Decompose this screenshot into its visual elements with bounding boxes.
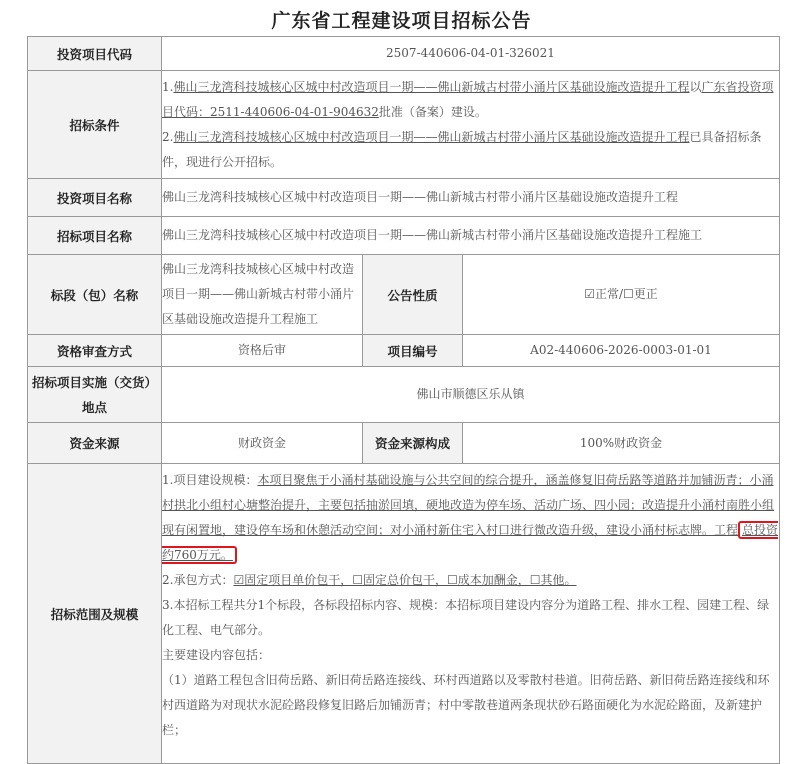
- cond1-tail: 批准（备案）建设。: [378, 104, 487, 119]
- row-section: [28, 255, 780, 335]
- scope-item-1: [162, 468, 779, 568]
- page-title: 广东省工程建设项目招标公告: [271, 10, 532, 32]
- section-value: 佛山三龙湾科技城核心区城中村改造项目一期——佛山新城古村带小涌片区基础设施改造提升工程施工: [162, 255, 363, 335]
- row-bid-name: [28, 217, 780, 255]
- scope-item-2: [162, 568, 779, 593]
- fund-comp-label: 资金来源构成: [363, 423, 463, 464]
- conditions-label: 招标条件: [28, 71, 162, 179]
- row-invest-name: [28, 179, 780, 217]
- total-investment-highlight: 总投资约760万元。: [162, 523, 779, 562]
- invest-name-label: 投资项目名称: [28, 179, 162, 217]
- scope-main-heading: 主要建设内容包括：: [162, 648, 271, 662]
- cond2-tail: 已具备招标条件，现进行公开招标。: [162, 129, 762, 169]
- location-value: 佛山市顺德区乐从镇: [162, 367, 780, 423]
- bid-name-label: 招标项目名称: [28, 217, 162, 255]
- row-scope: [28, 464, 780, 764]
- cond1-project: 佛山三龙湾科技城核心区城中村改造项目一期——佛山新城古村带小涌片区基础设施改造提升工程: [173, 79, 690, 94]
- row-location: [28, 367, 780, 423]
- scope-2-prefix: 2.承包方式：: [162, 573, 234, 587]
- row-invest-code: [28, 37, 780, 71]
- nature-label: 公告性质: [363, 255, 463, 335]
- row-fund: [28, 423, 780, 464]
- projno-label: 项目编号: [363, 335, 463, 367]
- invest-name-value: 佛山三龙湾科技城核心区城中村改造项目一期——佛山新城古村带小涌片区基础设施改造提升工程: [162, 179, 780, 217]
- scope-road: （1）道路工程包含旧荷岳路、新旧荷岳路连接线、环村西道路以及零散村巷道。旧荷岳路、新旧荷岳路连接线和环村西道路为对现状水泥砼路段修复旧路后加铺沥青；村中零散巷道两条现状砂石路面硬化为水泥砼路面，及新建护栏；: [162, 673, 770, 737]
- cond2-num: 2.: [162, 129, 174, 144]
- row-qualification: [28, 335, 780, 367]
- condition-1: [162, 75, 779, 125]
- cond1-num: 1.: [162, 79, 174, 94]
- condition-2: [162, 125, 779, 175]
- notice-table: [27, 36, 780, 764]
- scope-value: [162, 464, 780, 764]
- bid-name-value: 佛山三龙湾科技城核心区城中村改造项目一期——佛山新城古村带小涌片区基础设施改造提升工程施工: [162, 217, 780, 255]
- section-label: 标段（包）名称: [28, 255, 162, 335]
- fund-label: 资金来源: [28, 423, 162, 464]
- scope-item-3: 3.本招标工程共分1个标段，各标段招标内容、规模：本招标项目建设内容分为道路工程、排水工程、园建工程、绿化工程、电气部分。: [162, 598, 770, 637]
- cond1-code: 广东省投资项目代码：2511-440606-04-01-904632: [162, 79, 774, 119]
- invest-code-value: 2507-440606-04-01-326021: [162, 37, 780, 71]
- scope-1-prefix: 1.项目建设规模：: [162, 473, 258, 487]
- scope-label: 招标范围及规模: [28, 464, 162, 764]
- qual-label: 资格审查方式: [28, 335, 162, 367]
- fund-value: 财政资金: [162, 423, 363, 464]
- qual-value: 资格后审: [162, 335, 363, 367]
- projno-value: A02-440606-2026-0003-01-01: [463, 335, 780, 367]
- row-conditions: [28, 71, 780, 179]
- location-label: 招标项目实施（交货）地点: [28, 367, 162, 423]
- fund-comp-value: 100%财政资金: [463, 423, 780, 464]
- nature-value: ☑正常/☐更正: [463, 255, 780, 335]
- scope-1-text: 本项目聚焦于小涌村基础设施与公共空间的综合提升，涵盖修复旧荷岳路等道路并加铺沥青；小涌村拱北小组村心塘整治提升，主要包括抽淤回填，硬地改造为停车场、活动广场、四小园；改造提升小涌村南胜小组现有闲置地，建设停车场和休憩活动空间；对小涌村新住宅入村口进行微改造升级，建设小涌村标志牌。工程: [162, 473, 775, 537]
- scope-2-text: ☑固定项目单价包干，☐固定总价包干，☐成本加酬金，☐其他。: [233, 573, 577, 587]
- conditions-value: [162, 71, 780, 179]
- cond1-mid: 以: [689, 79, 702, 94]
- cond2-project: 佛山三龙湾科技城核心区城中村改造项目一期——佛山新城古村带小涌片区基础设施改造提升工程: [173, 129, 690, 144]
- invest-code-label: 投资项目代码: [28, 37, 162, 71]
